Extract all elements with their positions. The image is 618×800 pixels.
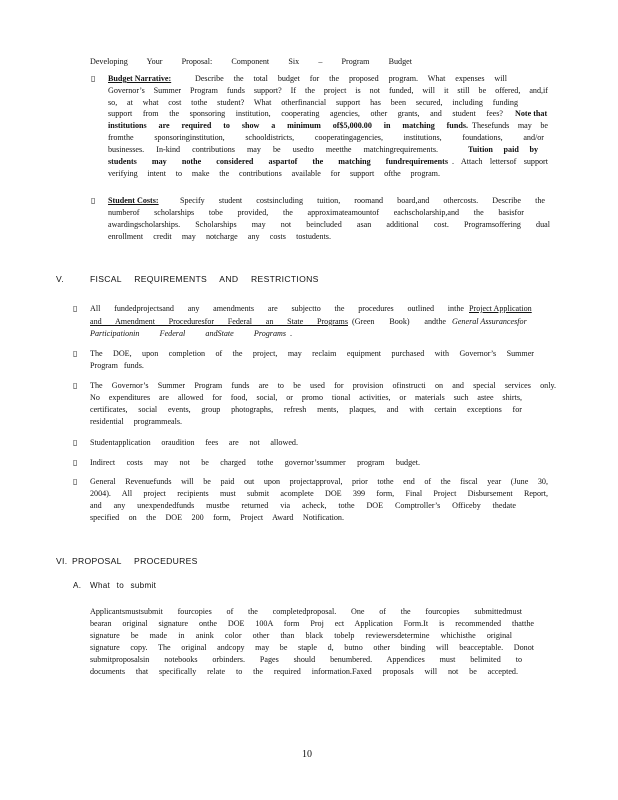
procedure-line: bearan original signature onthe DOE 100A form Proj ect Application Form.It is recommended thatthe: [90, 619, 534, 628]
component-heading: Developing Your Proposal: Component Six – Program Budget: [90, 57, 412, 66]
fiscal-item-text: The DOE, upon completion of the project, may reclaim equipment purchased with Governor’s Summer: [90, 349, 534, 358]
bullet-icon: ▯: [73, 381, 78, 390]
fiscal-item-text: All fundedprojectsand any amendments are subjectto the procedures outlined inthe: [90, 304, 464, 313]
budget-narrative-line: verifying intent to make the contributions available for support ofthe program.: [108, 169, 440, 178]
section-v-numeral: V.: [56, 274, 64, 284]
procedure-line: documents that specifically relate to the required information.Faxed proposals will not be accepted.: [90, 667, 518, 676]
student-costs-line: Specify student costsincluding tuition, roomand board,and othercosts. Describe the: [180, 196, 545, 205]
budget-narrative-line: Describe the total budget for the proposed program. What expenses will: [195, 74, 507, 83]
budget-narrative-line: . Attach lettersof support: [452, 157, 548, 166]
bullet-icon: ▯: [73, 304, 78, 313]
section-vi-numeral: VI.: [56, 556, 68, 566]
budget-narrative-line: fromthe sponsoringinstitution, schooldistricts, cooperatingagencies, institutions, foundations, and/or: [108, 133, 544, 142]
green-book-link[interactable]: Project Application: [469, 304, 532, 313]
procedure-line: submitproposalsin notebooks orbinders. Pages should benumbered. Appendices must belimited to: [90, 655, 522, 664]
green-book-link-cont[interactable]: and Amendment Proceduresfor Federal an State Programs: [90, 317, 348, 326]
tuition-not-matching: students may nothe considered aspartof the matching fundrequirements: [108, 157, 448, 166]
fiscal-item-text: 2004). All project recipients must submit acomplete DOE 399 form, Final Project Disbursement Report,: [90, 489, 548, 498]
student-costs-line: awardingscholarships. Scholarships may not beincluded asan additional cost. Programsoffering dual: [108, 220, 550, 229]
budget-narrative-label: Budget Narrative:: [108, 74, 172, 83]
subsection-letter: A.: [73, 581, 82, 590]
fiscal-item-text: General Revenuefunds will be paid out upon projectapproval, prior tothe end of the fiscal year (June 30,: [90, 477, 548, 486]
fiscal-item-text: specified on the DOE 200 form, Project Award Notification.: [90, 513, 344, 522]
bullet-icon: ▯: [73, 349, 78, 358]
bullet-icon: ▯: [91, 74, 96, 83]
fiscal-item-text: (Green Book) andthe: [352, 317, 446, 326]
bullet-icon: ▯: [73, 458, 78, 467]
student-costs-line: numberof scholarships tobe provided, the approximateamountof eachscholarship,and the basisfor: [108, 208, 524, 217]
budget-narrative-line: so, at what cost tothe student? What otherfinancial support has been secured, including funding: [108, 98, 518, 107]
budget-narrative-line: Governor’s Summer Program funds support? If the project is not funded, will it still be offered, and,if: [108, 86, 548, 95]
subsection-title: What to submit: [90, 581, 157, 590]
matching-funds-requirement: institutions are required to show a minimum of$5,000.00 in matching funds.: [108, 121, 468, 130]
bullet-icon: ▯: [73, 477, 78, 486]
general-assurances-title: General Assurancesfor: [452, 317, 527, 326]
procedure-line: Applicantsmustsubmit fourcopies of the completedproposal. One of the fourcopies submittedmust: [90, 607, 522, 616]
note-that: Note that: [515, 109, 548, 118]
section-vi-title: PROPOSAL PROCEDURES: [72, 556, 198, 566]
bullet-icon: ▯: [73, 438, 78, 447]
bullet-icon: ▯: [91, 196, 96, 205]
fiscal-item-text: certificates, social events, group photographs, refresh ments, plaques, and with certain exceptions for: [90, 405, 522, 414]
general-assurances-title-cont: Participationin Federal andState Programs: [90, 329, 286, 338]
student-costs-line: enrollment credit may notcharge any costs tostudents.: [108, 232, 331, 241]
fiscal-item-text: Studentapplication oraudition fees are not allowed.: [90, 438, 298, 447]
fiscal-item-text: residential programmeals.: [90, 417, 183, 426]
budget-narrative-line: Thesefunds may be: [472, 121, 548, 130]
fiscal-item-period: .: [290, 329, 293, 338]
student-costs-label: Student Costs:: [108, 196, 159, 205]
page-number: 10: [302, 749, 312, 760]
fiscal-item-text: and any unexpendedfunds mustbe returned via acheck, tothe DOE Comptroller’s Officeby thedate: [90, 501, 516, 510]
fiscal-item-text: The Governor’s Summer Program funds are to be used for provision ofinstructi on and special services only.: [90, 381, 556, 390]
tuition-paid-by: Tuition paid by: [468, 145, 538, 154]
section-v-title: FISCAL REQUIREMENTS AND RESTRICTIONS: [90, 274, 319, 284]
fiscal-item-text: Program funds.: [90, 361, 144, 370]
fiscal-item-text: Indirect costs may not be charged tothe governor’ssummer program budget.: [90, 458, 420, 467]
fiscal-item-text: No expenditures are allowed for food, social, or promo tional activities, or materials such astee shirts,: [90, 393, 522, 402]
budget-narrative-line: businesses. In-kind contributions may be usedto meetthe matchingrequirements.: [108, 145, 438, 154]
procedure-line: signature copy. The original andcopy may be staple d, butno other binding will beacceptable. Donot: [90, 643, 534, 652]
budget-narrative-line: support from the sponsoring institution, cooperating agencies, other grants, and student fees?: [108, 109, 503, 118]
procedure-line: signature be made in anink color other than black tobelp reviewersdetermine whichisthe original: [90, 631, 512, 640]
